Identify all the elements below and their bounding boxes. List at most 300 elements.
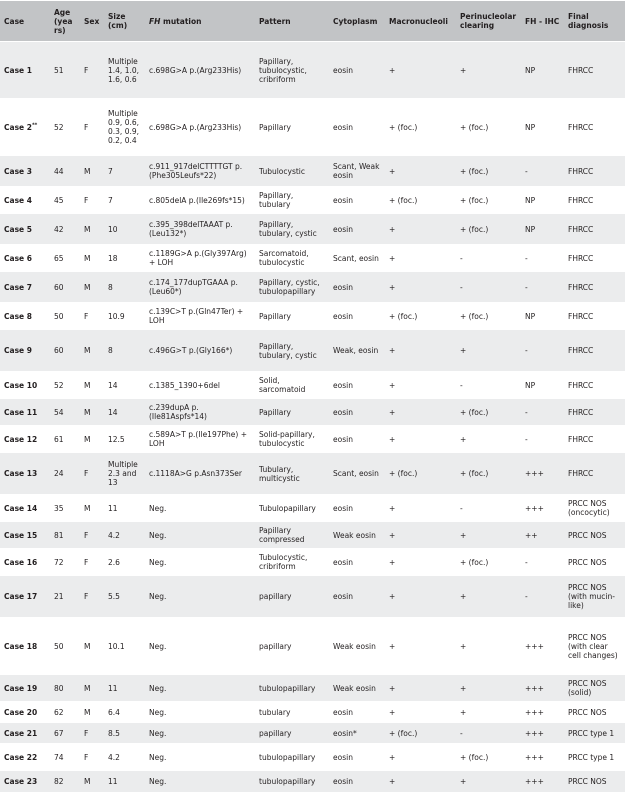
cell-fh-ihc xyxy=(521,576,564,618)
cell-case xyxy=(0,303,50,330)
cell-sex xyxy=(80,187,104,214)
cell-age-text: 51 xyxy=(54,65,64,75)
cell-sex xyxy=(80,744,104,771)
cell-pattern-text: Tubulopapillary xyxy=(259,503,316,513)
cell-pattern xyxy=(255,675,329,702)
table-row xyxy=(0,675,625,702)
cell-perinucleolar-text: + xyxy=(460,592,467,601)
cell-fh-mutation-text: Neg. xyxy=(149,683,167,693)
cell-fh-ihc-text: NP xyxy=(525,122,536,132)
cell-macronucleoli xyxy=(385,330,456,372)
cell-cytoplasm xyxy=(329,156,385,187)
cell-macronucleoli xyxy=(385,453,456,495)
cell-size xyxy=(104,744,145,771)
cell-age-text: 50 xyxy=(54,641,64,651)
cell-cytoplasm xyxy=(329,675,385,702)
cell-age xyxy=(50,723,80,744)
cell-pattern xyxy=(255,372,329,399)
cell-cytoplasm-text: eosin xyxy=(333,311,353,321)
cell-pattern xyxy=(255,495,329,522)
table-row xyxy=(0,214,625,245)
cell-fh-ihc-text: - xyxy=(525,282,528,292)
table-body xyxy=(0,42,625,792)
cell-fh-mutation-text: c.589A>T p.(Ile197Phe) + LOH xyxy=(149,430,247,448)
cell-size-text: 10.1 xyxy=(108,641,125,651)
cell-final-diagnosis-text: FHRCC xyxy=(568,434,594,444)
cell-sex xyxy=(80,245,104,272)
cell-pattern-text: tubulopapillary xyxy=(259,752,316,762)
cell-case xyxy=(0,330,50,372)
cell-sex-text: F xyxy=(84,311,89,321)
cell-perinucleolar xyxy=(456,99,521,156)
cell-age-text: 54 xyxy=(54,407,64,417)
cell-fh-ihc xyxy=(521,303,564,330)
cell-pattern xyxy=(255,744,329,771)
cell-perinucleolar xyxy=(456,522,521,549)
cell-final-diagnosis xyxy=(564,245,625,272)
cell-case-text: Case 12 xyxy=(4,434,38,444)
cell-perinucleolar-text: - xyxy=(460,253,463,263)
cell-sex xyxy=(80,372,104,399)
cell-macronucleoli-text: + xyxy=(389,752,396,762)
cell-final-diagnosis-text: FHRCC xyxy=(568,122,594,132)
cell-fh-mutation-text: Neg. xyxy=(149,592,167,601)
cell-final-diagnosis xyxy=(564,522,625,549)
cell-age xyxy=(50,576,80,618)
cell-cytoplasm xyxy=(329,771,385,792)
cell-cytoplasm xyxy=(329,99,385,156)
cell-sex-text: M xyxy=(84,346,91,355)
cell-final-diagnosis xyxy=(564,372,625,399)
cell-fh-mutation xyxy=(145,214,255,245)
cell-fh-ihc-text: +++ xyxy=(525,707,544,717)
cell-size xyxy=(104,618,145,675)
cell-cytoplasm xyxy=(329,330,385,372)
cell-fh-mutation xyxy=(145,495,255,522)
header-macronucleoli: Macronucleoli xyxy=(385,1,456,42)
header-size: Size (cm) xyxy=(104,1,145,42)
cell-age-text: 62 xyxy=(54,707,64,717)
cell-fh-mutation xyxy=(145,723,255,744)
cell-size-text: 11 xyxy=(108,503,118,513)
table-row xyxy=(0,549,625,576)
cell-age-text: 72 xyxy=(54,557,64,567)
cell-perinucleolar xyxy=(456,372,521,399)
cell-case xyxy=(0,522,50,549)
cell-final-diagnosis xyxy=(564,618,625,675)
cell-sex-text: F xyxy=(84,530,89,540)
cell-pattern xyxy=(255,771,329,792)
cell-perinucleolar-text: + (foc.) xyxy=(460,195,489,205)
cell-fh-ihc xyxy=(521,771,564,792)
cell-perinucleolar-text: + xyxy=(460,707,467,717)
cell-case-text: Case 8 xyxy=(4,311,32,321)
cell-case-text: Case 2 xyxy=(4,122,32,132)
cell-sex-text: M xyxy=(84,166,91,176)
cell-pattern-text: papillary xyxy=(259,592,292,601)
cell-fh-mutation-text: c.174_177dupTGAAA p.(Leu60*) xyxy=(149,278,238,296)
cell-macronucleoli-text: + xyxy=(389,346,396,355)
cell-age-text: 44 xyxy=(54,166,64,176)
cell-cytoplasm-text: Scant, Weak eosin xyxy=(333,162,380,180)
cell-fh-mutation xyxy=(145,576,255,618)
cell-size xyxy=(104,522,145,549)
cell-macronucleoli xyxy=(385,771,456,792)
cell-perinucleolar xyxy=(456,214,521,245)
cell-age-text: 21 xyxy=(54,592,64,601)
cell-cytoplasm-text: eosin xyxy=(333,224,353,234)
cell-final-diagnosis-text: PRCC NOS (with clear cell changes) xyxy=(568,632,618,660)
cell-cytoplasm-text: Weak eosin xyxy=(333,683,376,693)
cell-cytoplasm xyxy=(329,372,385,399)
table-row xyxy=(0,99,625,156)
cell-sex-text: F xyxy=(84,469,89,478)
cell-perinucleolar xyxy=(456,495,521,522)
cell-pattern xyxy=(255,702,329,723)
cell-sex xyxy=(80,618,104,675)
cell-macronucleoli-text: + xyxy=(389,707,396,717)
cell-pattern-text: tubulopapillary xyxy=(259,776,316,786)
table-row xyxy=(0,399,625,426)
cell-fh-ihc xyxy=(521,245,564,272)
cell-age-text: 45 xyxy=(54,195,64,205)
cell-case-text: Case 18 xyxy=(4,641,38,651)
cell-age xyxy=(50,303,80,330)
cell-final-diagnosis-text: FHRCC xyxy=(568,407,594,417)
cell-cytoplasm-text: eosin xyxy=(333,434,353,444)
cell-sex-text: F xyxy=(84,728,89,738)
cell-age-text: 35 xyxy=(54,503,64,513)
cell-fh-ihc xyxy=(521,723,564,744)
cell-macronucleoli-text: + xyxy=(389,224,396,234)
header-fh-mutation-gene: FH xyxy=(149,16,161,26)
cell-pattern xyxy=(255,42,329,99)
cell-perinucleolar-text: + (foc.) xyxy=(460,469,489,478)
cell-fh-ihc xyxy=(521,618,564,675)
cell-size xyxy=(104,576,145,618)
cell-perinucleolar-text: + (foc.) xyxy=(460,557,489,567)
cell-age xyxy=(50,453,80,495)
cell-case xyxy=(0,723,50,744)
cell-case-text: Case 7 xyxy=(4,282,32,292)
cell-size xyxy=(104,549,145,576)
cell-case xyxy=(0,99,50,156)
cell-perinucleolar-text: + (foc.) xyxy=(460,122,489,132)
cell-final-diagnosis xyxy=(564,42,625,99)
cell-fh-mutation-text: Neg. xyxy=(149,503,167,513)
table-row xyxy=(0,372,625,399)
cell-cytoplasm xyxy=(329,744,385,771)
cell-macronucleoli-text: + xyxy=(389,166,396,176)
cell-fh-mutation-text: c.805delA p.(Ile269fs*15) xyxy=(149,195,245,205)
cell-case xyxy=(0,156,50,187)
cell-cytoplasm-text: Weak eosin xyxy=(333,641,376,651)
cell-perinucleolar xyxy=(456,272,521,303)
cell-final-diagnosis-text: PRCC NOS xyxy=(568,557,607,567)
cell-fh-mutation-text: c.698G>A p.(Arg233His) xyxy=(149,122,242,132)
cell-case xyxy=(0,576,50,618)
cell-fh-ihc-text: - xyxy=(525,557,528,567)
cell-final-diagnosis xyxy=(564,576,625,618)
cell-case xyxy=(0,187,50,214)
cell-fh-mutation xyxy=(145,453,255,495)
cell-fh-ihc-text: +++ xyxy=(525,469,544,478)
cell-age xyxy=(50,156,80,187)
cell-cytoplasm xyxy=(329,453,385,495)
cell-fh-ihc xyxy=(521,675,564,702)
cell-macronucleoli xyxy=(385,42,456,99)
cell-fh-ihc xyxy=(521,453,564,495)
cell-cytoplasm xyxy=(329,702,385,723)
cell-sex xyxy=(80,399,104,426)
cell-fh-ihc xyxy=(521,272,564,303)
cell-final-diagnosis xyxy=(564,214,625,245)
cell-sex xyxy=(80,723,104,744)
cell-fh-ihc-text: ++ xyxy=(525,530,538,540)
cell-cytoplasm xyxy=(329,399,385,426)
cell-age xyxy=(50,675,80,702)
header-final-diagnosis: Final diagnosis xyxy=(564,1,625,42)
cell-cytoplasm-text: eosin xyxy=(333,65,353,75)
cell-fh-ihc xyxy=(521,702,564,723)
cell-age xyxy=(50,549,80,576)
cell-fh-ihc-text: +++ xyxy=(525,641,544,651)
cell-age xyxy=(50,399,80,426)
cell-sex-text: F xyxy=(84,65,89,75)
cell-macronucleoli-text: + (foc.) xyxy=(389,469,418,478)
cell-sex xyxy=(80,272,104,303)
cell-macronucleoli xyxy=(385,156,456,187)
cell-age-text: 60 xyxy=(54,346,64,355)
cell-sex-text: F xyxy=(84,122,89,132)
table-row xyxy=(0,303,625,330)
cell-final-diagnosis xyxy=(564,744,625,771)
cell-case-text: Case 17 xyxy=(4,592,38,601)
cell-final-diagnosis-text: FHRCC xyxy=(568,195,594,205)
cell-final-diagnosis xyxy=(564,675,625,702)
cell-perinucleolar xyxy=(456,576,521,618)
cell-perinucleolar-text: + xyxy=(460,641,467,651)
cell-sex xyxy=(80,576,104,618)
cell-fh-ihc-text: - xyxy=(525,166,528,176)
cell-cytoplasm xyxy=(329,426,385,453)
cell-size xyxy=(104,187,145,214)
cell-cytoplasm xyxy=(329,576,385,618)
cell-fh-mutation-text: c.911_917delCTTTTGT p.(Phe305Leufs*22) xyxy=(149,162,243,180)
cell-pattern-text: Sarcomatoid, tubulocystic xyxy=(259,249,309,267)
cell-sex-text: M xyxy=(84,641,91,651)
cell-sex xyxy=(80,42,104,99)
cell-size-text: 14 xyxy=(108,380,118,390)
cell-final-diagnosis xyxy=(564,303,625,330)
cell-pattern xyxy=(255,723,329,744)
cell-case xyxy=(0,426,50,453)
cell-final-diagnosis-text: FHRCC xyxy=(568,166,594,176)
cell-macronucleoli xyxy=(385,522,456,549)
cell-fh-mutation-text: Neg. xyxy=(149,641,167,651)
cell-macronucleoli xyxy=(385,702,456,723)
cell-fh-ihc-text: +++ xyxy=(525,683,544,693)
cell-final-diagnosis-text: FHRCC xyxy=(568,380,594,390)
cell-age-text: 52 xyxy=(54,122,64,132)
cell-size-text: Multiple 0.9, 0.6, 0.3, 0.9, 0.2, 0.4 xyxy=(108,109,140,145)
cell-cytoplasm-text: Weak, eosin xyxy=(333,346,379,355)
cell-fh-mutation-text: c.496G>T p.(Gly166*) xyxy=(149,346,233,355)
cell-age xyxy=(50,245,80,272)
cell-size xyxy=(104,330,145,372)
cell-size-text: 7 xyxy=(108,166,113,176)
cell-fh-ihc xyxy=(521,744,564,771)
cell-fh-ihc-text: NP xyxy=(525,380,536,390)
cell-case-text: Case 15 xyxy=(4,530,38,540)
cell-case xyxy=(0,214,50,245)
cell-sex xyxy=(80,702,104,723)
cell-fh-ihc-text: NP xyxy=(525,311,536,321)
table-row xyxy=(0,426,625,453)
cell-pattern-text: Tubulary, multicystic xyxy=(259,464,300,483)
cell-size xyxy=(104,372,145,399)
cell-perinucleolar-text: + xyxy=(460,434,467,444)
cell-pattern-text: tubulary xyxy=(259,707,291,717)
cell-macronucleoli-text: + xyxy=(389,282,396,292)
cell-final-diagnosis xyxy=(564,330,625,372)
cell-sex xyxy=(80,549,104,576)
cell-age-text: 60 xyxy=(54,282,64,292)
cell-macronucleoli-text: + xyxy=(389,407,396,417)
cell-pattern-text: Papillary, cystic, tubulopapillary xyxy=(259,278,320,296)
header-age: Age (years) xyxy=(50,1,80,42)
cell-fh-mutation-text: Neg. xyxy=(149,707,167,717)
cell-perinucleolar-text: + xyxy=(460,65,467,75)
cell-fh-mutation-text: Neg. xyxy=(149,728,167,738)
cell-perinucleolar xyxy=(456,42,521,99)
cell-fh-mutation xyxy=(145,303,255,330)
cell-perinucleolar-text: + xyxy=(460,683,467,693)
table-row xyxy=(0,187,625,214)
cell-perinucleolar-text: + xyxy=(460,346,467,355)
cell-fh-ihc-text: - xyxy=(525,592,528,601)
cell-perinucleolar xyxy=(456,675,521,702)
cell-age-text: 81 xyxy=(54,530,64,540)
cell-macronucleoli-text: + (foc.) xyxy=(389,728,418,738)
cell-cytoplasm xyxy=(329,245,385,272)
cell-cytoplasm xyxy=(329,187,385,214)
cell-sex-text: M xyxy=(84,253,91,263)
cell-macronucleoli-text: + (foc.) xyxy=(389,195,418,205)
cell-cytoplasm xyxy=(329,618,385,675)
cell-cytoplasm-text: eosin xyxy=(333,557,353,567)
cell-case-text: Case 21 xyxy=(4,728,38,738)
cell-pattern xyxy=(255,549,329,576)
cell-case-text: Case 1 xyxy=(4,65,32,75)
cell-sex xyxy=(80,771,104,792)
cell-fh-mutation xyxy=(145,187,255,214)
cell-case xyxy=(0,245,50,272)
cell-perinucleolar-text: + xyxy=(460,776,467,786)
case-footnote-marker: ** xyxy=(31,122,38,128)
cell-final-diagnosis xyxy=(564,723,625,744)
cell-fh-mutation xyxy=(145,272,255,303)
cell-age xyxy=(50,372,80,399)
table-row xyxy=(0,744,625,771)
cell-cytoplasm-text: eosin* xyxy=(333,728,357,738)
cell-macronucleoli xyxy=(385,495,456,522)
cell-fh-ihc-text: NP xyxy=(525,224,536,234)
cell-macronucleoli-text: + xyxy=(389,434,396,444)
cell-macronucleoli xyxy=(385,272,456,303)
cell-pattern-text: Papillary xyxy=(259,407,291,417)
cell-macronucleoli-text: + xyxy=(389,530,396,540)
cell-fh-mutation xyxy=(145,744,255,771)
cell-fh-ihc-text: - xyxy=(525,407,528,417)
header-sex: Sex xyxy=(80,1,104,42)
cell-age xyxy=(50,214,80,245)
cell-macronucleoli xyxy=(385,303,456,330)
cell-macronucleoli-text: + xyxy=(389,253,396,263)
cell-perinucleolar xyxy=(456,303,521,330)
cell-macronucleoli xyxy=(385,426,456,453)
cell-case-text: Case 6 xyxy=(4,253,32,263)
cell-perinucleolar xyxy=(456,771,521,792)
cell-fh-mutation xyxy=(145,522,255,549)
cell-final-diagnosis-text: FHRCC xyxy=(568,224,594,234)
cell-fh-mutation xyxy=(145,426,255,453)
cell-fh-mutation-text: c.1118A>G p.Asn373Ser xyxy=(149,469,242,478)
cell-fh-mutation xyxy=(145,399,255,426)
cell-fh-mutation xyxy=(145,156,255,187)
cell-pattern-text: Papillary, tubulary, cystic xyxy=(259,341,317,360)
cell-fh-mutation-text: c.139C>T p.(Gln47Ter) + LOH xyxy=(149,307,244,325)
cell-case xyxy=(0,675,50,702)
cell-sex-text: M xyxy=(84,224,91,234)
cell-size-text: Multiple 2.3 and 13 xyxy=(108,460,138,487)
cell-size-text: 4.2 xyxy=(108,752,120,762)
cell-age-text: 74 xyxy=(54,752,64,762)
cell-final-diagnosis-text: FHRCC xyxy=(568,282,594,292)
table-row xyxy=(0,576,625,618)
cell-age xyxy=(50,272,80,303)
cell-pattern-text: papillary xyxy=(259,641,292,651)
cell-fh-ihc-text: +++ xyxy=(525,776,544,786)
cell-fh-mutation xyxy=(145,330,255,372)
cell-final-diagnosis-text: FHRCC xyxy=(568,253,594,263)
cell-perinucleolar-text: + (foc.) xyxy=(460,311,489,321)
cell-pattern-text: Papillary, tubulocystic, cribriform xyxy=(259,56,307,84)
cell-perinucleolar-text: - xyxy=(460,282,463,292)
cell-fh-mutation xyxy=(145,702,255,723)
cell-macronucleoli xyxy=(385,723,456,744)
cell-cytoplasm-text: eosin xyxy=(333,752,353,762)
cell-case xyxy=(0,549,50,576)
cell-fh-ihc xyxy=(521,156,564,187)
header-case: Case xyxy=(0,1,50,42)
cell-macronucleoli xyxy=(385,245,456,272)
cell-fh-mutation xyxy=(145,245,255,272)
cell-fh-ihc-text: +++ xyxy=(525,503,544,513)
cell-case-text: Case 22 xyxy=(4,752,38,762)
cell-age xyxy=(50,42,80,99)
cell-size xyxy=(104,214,145,245)
cell-size-text: 11 xyxy=(108,683,118,693)
cell-cytoplasm xyxy=(329,272,385,303)
cell-case xyxy=(0,771,50,792)
table-row xyxy=(0,453,625,495)
cell-perinucleolar xyxy=(456,723,521,744)
cell-age xyxy=(50,426,80,453)
cell-perinucleolar-text: + (foc.) xyxy=(460,166,489,176)
cell-final-diagnosis-text: FHRCC xyxy=(568,346,594,355)
cell-perinucleolar-text: - xyxy=(460,728,463,738)
